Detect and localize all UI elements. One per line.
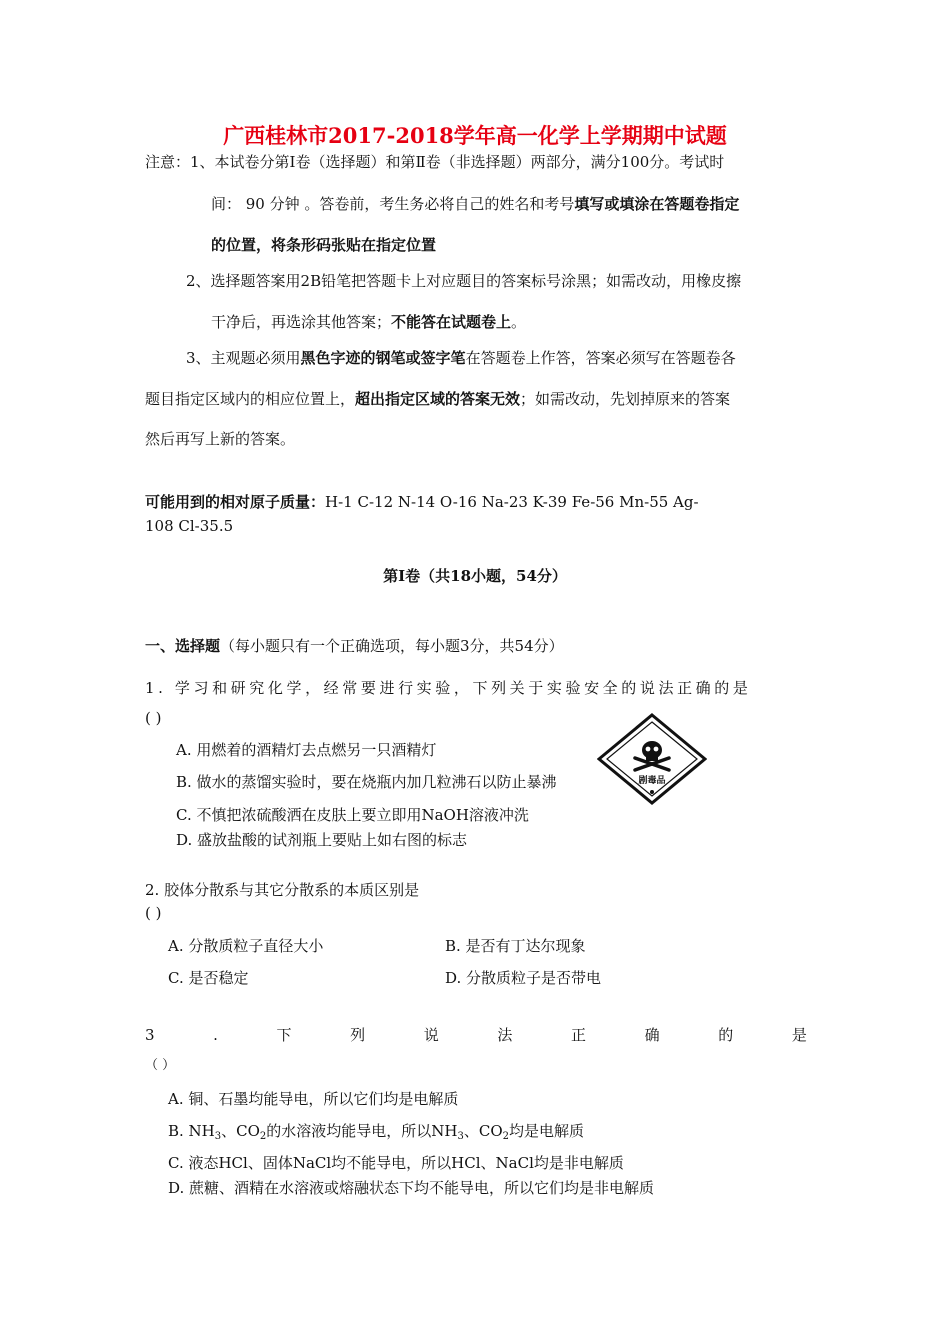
notice-line-6-bold: 黑色字迹的钢笔或签字笔 [300,349,466,367]
section-label: 一、选择题 [145,637,221,655]
q3-b-part5: 均是电解质 [509,1122,585,1140]
q3-b-part4: 、CO [463,1122,503,1140]
q2-option-a: A. 分散质粒子直径大小 [168,937,324,955]
q2-option-b: B. 是否有丁达尔现象 [445,937,586,955]
notice-line-6-text: 3、主观题必须用 [186,349,301,367]
q3-option-b [168,1121,584,1144]
section-description: （每小题只有一个正确选项，每小题3分，共54分） [220,637,564,655]
q3-b-sub3: 3 [457,1131,464,1142]
q3-b-sub4: 2 [502,1131,510,1142]
q2-paren: ( ) [145,904,162,922]
q3-paren: （ ） [145,1058,176,1073]
q1-option-c: C. 不慎把浓硫酸洒在皮肤上要立即用NaOH溶液冲洗 [176,806,529,824]
q3-stem-char: 列 [350,1026,366,1044]
notice-line-5-text: 干净后，再选涂其他答案； [211,313,392,331]
notice-line-2-text: 间： 90 分钟 。答卷前，考生务必将自己的姓名和考号 [211,195,575,213]
q1-option-d: D. 盛放盐酸的试剂瓶上要贴上如右图的标志 [176,831,468,849]
notice-line-5-bold: 不能答在试题卷上 [391,313,512,331]
q3-stem-char: 3 [145,1026,155,1044]
q2-option-d: D. 分散质粒子是否带电 [445,969,602,987]
q1-stem: 1. 学习和研究化学，经常要进行实验，下列关于实验安全的说法正确的是 [145,679,752,697]
toxic-hazard-sign [597,713,707,805]
q3-b-sub1: 3 [214,1131,222,1142]
q3-stem-char: 下 [276,1026,292,1044]
notice-line-7-bold: 超出指定区域的答案无效 [355,390,521,408]
notice-line-2-bold: 填写或填涂在答题卷指定 [574,195,740,213]
q3-b-part2: 、CO [221,1122,260,1140]
q3-b-part1: B. NH [168,1122,215,1140]
part1-heading: 第Ⅰ卷（共18小题，54分） [383,567,567,585]
notice-line-7 [145,389,730,409]
notice-line-7-end: ；如需改动，先划掉原来的答案 [520,390,731,408]
atomic-masses-line-1 [145,492,699,512]
q3-option-d: D. 蔗糖、酒精在水溶液或熔融状态下均不能导电，所以它们均是非电解质 [168,1179,655,1197]
q3-stem-char: 说 [423,1026,439,1044]
notice-line-5 [211,312,526,332]
q3-stem-char: 是 [791,1026,807,1044]
notice-line-4: 2、选择题答案用2B铅笔把答题卡上对应题目的答案标号涂黑；如需改动，用橡皮擦 [186,272,742,290]
atomic-masses-line-2: 108 Cl-35.5 [145,517,234,535]
atomic-masses-label: 可能用到的相对原子质量： [145,493,326,511]
notice-line-5-end: 。 [511,313,527,331]
atomic-masses-values: H-1 C-12 N-14 O-16 Na-23 K-39 Fe-56 Mn-55 Ag- [325,493,699,511]
section-heading [145,636,564,656]
q3-option-c: C. 液态HCl、固体NaCl均不能导电，所以HCl、NaCl均是非电解质 [168,1154,624,1172]
q3-stem-char: 正 [571,1026,587,1044]
notice-line-6 [186,348,736,368]
notice-line-2 [211,194,739,214]
sign-label: 剧毒品 [638,776,666,786]
q1-option-b: B. 做水的蒸馏实验时，要在烧瓶内加几粒沸石以防止暴沸 [176,773,557,791]
page-title: 广西桂林市2017-2018学年高一化学上学期期中试题 [223,123,727,148]
q2-option-c: C. 是否稳定 [168,969,249,987]
q3-option-a: A. 铜、石墨均能导电，所以它们均是电解质 [168,1090,459,1108]
notice-line-6-end: 在答题卷上作答，答案必须写在答题卷各 [465,349,736,367]
q3-b-sub2: 2 [259,1131,267,1142]
q3-stem-char: 法 [497,1026,513,1044]
q3-b-part3: 的水溶液均能导电，所以NH [266,1122,458,1140]
q1-paren: ( ) [145,709,162,727]
q1-option-a: A. 用燃着的酒精灯去点燃另一只酒精灯 [176,741,437,759]
q3-stem-char: 的 [718,1026,734,1044]
q3-stem-char: . [213,1026,218,1044]
notice-line-3: 的位置，将条形码张贴在指定位置 [211,236,437,254]
notice-line-8: 然后再写上新的答案。 [145,430,296,448]
q3-stem [145,1025,807,1045]
q3-stem-char: 确 [644,1026,660,1044]
q2-stem: 2. 胶体分散系与其它分散系的本质区别是 [145,881,420,899]
notice-line-1: 注意：1、本试卷分第Ⅰ卷（选择题）和第Ⅱ卷（非选择题）两部分，满分100分。考试时 [145,153,725,171]
notice-line-7-text: 题目指定区域内的相应位置上， [145,390,356,408]
